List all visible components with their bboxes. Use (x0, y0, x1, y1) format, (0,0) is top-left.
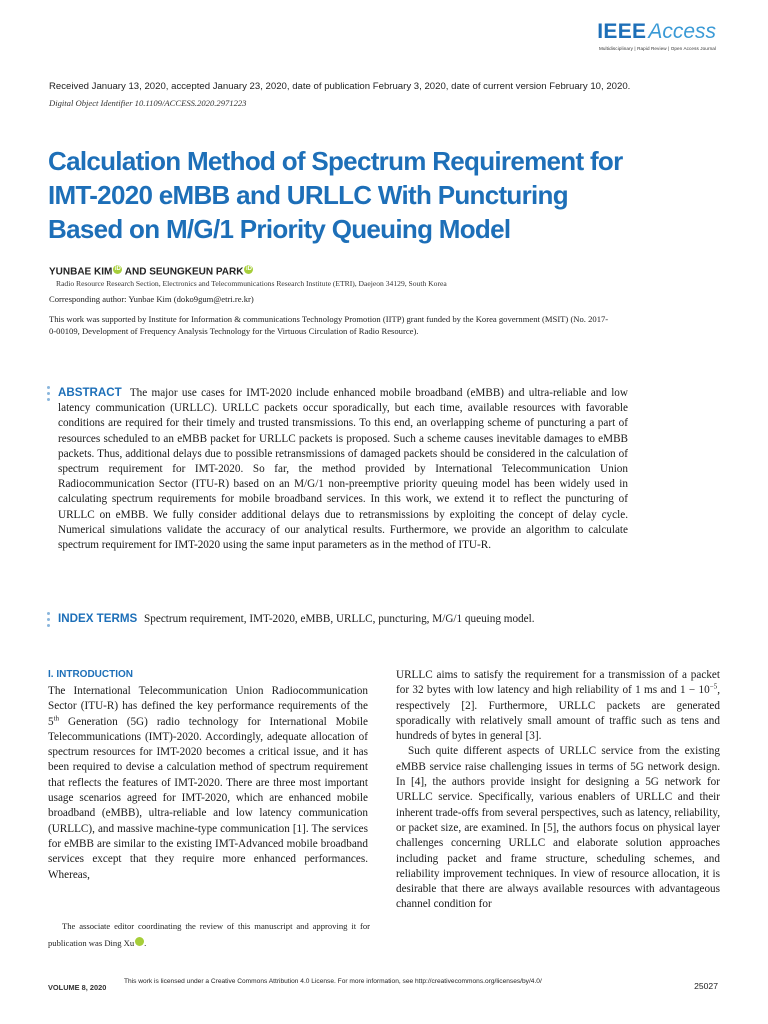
col2-paragraph-1-b: , respectively [2]. Furthermore, URLLC packets are generated sporadically with relatively small amount of traffic such as tens and hundreds of bytes in general [3]. (396, 684, 720, 743)
intro-paragraph-1-b: Generation (5G) radio technology for International Mobile Telecommunications (IMT)-2020. Accordingly, adequate allocation of spectrum resources for IMT-2020 becomes a critical issue, and it has been required to devise a calculation method of spectrum requirement that reflects the features of IMT-2020. There are three most important usage scenarios agreed for IMT-2020, which are enhanced mobile broadband (eMBB), ultra-reliable and low latency communication (URLLC), and massive machine-type communication [1]. The services for eMBB are similar to the existing IMT-Advanced mobile broadband services except that they require more enhanced performances. Whereas, (48, 715, 368, 881)
author-2: AND SEUNGKEUN PARK (124, 266, 244, 278)
index-terms-label: INDEX TERMS (58, 612, 138, 625)
journal-logo (597, 20, 716, 51)
intro-paragraph-1-a: The International Telecommunication Union Radiocommunication Sector (ITU-R) has defined the key performance requirements of the 5 (48, 685, 368, 728)
logo-ieee: IEEE (597, 20, 647, 43)
abstract (58, 385, 628, 553)
col2-paragraph-1 (396, 668, 720, 744)
index-terms-dots-icon (47, 612, 53, 630)
col2-paragraph-1-a: URLLC aims to satisfy the requirement for a transmission of a packet for 32 bytes with low latency and high reliability of 1 ms and 1 − 10 (396, 669, 720, 697)
superscript-exponent: −5 (709, 682, 718, 691)
col2-paragraph-2: Such quite different aspects of URLLC service from the existing eMBB service raise challenging issues in terms of 5G network design. In [4], the authors provide insight for designing a 5G network for URLLC service. Specifically, various enablers of URLLC and their inherent trade-offs from several perspectives, such as latency, reliability, or packet size, are examined. In [5], the authors focus on physical layer challenges concerning URLLC and elaborate solution approaches including packet and frame structure, scheduling schemes, and reliability improvement techniques. In view of resource allocation, it is desirable that there are always available resources with advantageous channel condition for (396, 745, 720, 911)
abstract-dots-icon (47, 386, 53, 404)
affiliation: Radio Resource Research Section, Electronics and Telecommunications Research Institute (ETRI), Daejeon 34129, South Korea (56, 279, 447, 288)
orcid-icon[interactable]: iD (245, 266, 252, 272)
editor-note-end: . (144, 938, 147, 948)
abstract-text: The major use cases for IMT-2020 include enhanced mobile broadband (eMBB) and ultra-reliable and low latency communication (URLLC). URLLC packets occur sporadically, but each time, available resources with favorable conditions are required for their timely and trusted transmissions. To this end, an overlapping scheme of puncturing a part of resources scheduled to an eMBB packet for URLLC packets is proposed. Such a scheme causes inevitable damages to eMBB packets. Thus, additional delays due to possible retransmissions of damaged packets should be considered in the calculation of spectrum requirement for IMT-2020. So far, the method provided by International Telecommunication Union Radiocommunication Sector (ITU-R) based on an M/G/1 non-preemptive priority queuing model has been widely used in calculating spectrum requirements for mobile broadband services. In this work, we extend it to reflect the puncturing of URLLC on eMBB. We fully consider additional delays due to retransmissions by exploiting the concept of delay cycle. Numerical simulations validate the accuracy of our analytical results. Furthermore, we provide an algorithm to calculate spectrum requirement for IMT-2020 using the same input parameters as in the method of ITU-R. (58, 387, 628, 552)
editor-note-text: The associate editor coordinating the review of this manuscript and approving it for publication was Ding Xu (48, 921, 370, 948)
footer-volume: VOLUME 8, 2020 (48, 983, 107, 992)
section-heading-introduction: I. INTRODUCTION (48, 669, 133, 680)
author-line (49, 265, 253, 277)
funding-note: This work was supported by Institute for Information & communications Technology Promotion (IITP) grant funded by the Korea government (MSIT) (No. 2017-0-00109, Development of Frequency Analysis Technology for the Virtuous Circulation of Radio Resource). (49, 314, 609, 336)
logo-access: Access (648, 20, 716, 43)
editor-note (48, 918, 370, 952)
orcid-icon[interactable]: iD (114, 266, 121, 272)
superscript-th: th (53, 713, 60, 722)
received-dates: Received January 13, 2020, accepted January 23, 2020, date of publication February 3, 2020, date of current version February 10, 2020. (49, 81, 631, 92)
footer-page-number: 25027 (694, 981, 718, 991)
title-line-3: Based on M/G/1 Priority Queuing Model (48, 214, 511, 244)
corresponding-author: Corresponding author: Yunbae Kim (doko9gum@etri.re.kr) (49, 294, 254, 304)
paper-title (48, 144, 688, 246)
title-line-1: Calculation Method of Spectrum Requirement for (48, 146, 623, 176)
column-left (48, 684, 368, 883)
index-terms-text: Spectrum requirement, IMT-2020, eMBB, URLLC, puncturing, M/G/1 queuing model. (144, 613, 535, 625)
title-line-2: IMT-2020 eMBB and URLLC With Puncturing (48, 180, 568, 210)
author-1: YUNBAE KIM (49, 266, 113, 278)
footer-license[interactable]: This work is licensed under a Creative Commons Attribution 4.0 License. For more information, see http://creativecommons.org/licenses/by/4.0/ (124, 978, 542, 985)
abstract-label: ABSTRACT (58, 386, 122, 399)
orcid-icon[interactable]: iD (135, 937, 144, 946)
logo-tagline: Multidisciplinary | Rapid Review | Open Access Journal (598, 46, 716, 51)
doi: Digital Object Identifier 10.1109/ACCESS.2020.2971223 (49, 98, 247, 108)
index-terms (58, 612, 658, 625)
column-right (396, 668, 720, 913)
